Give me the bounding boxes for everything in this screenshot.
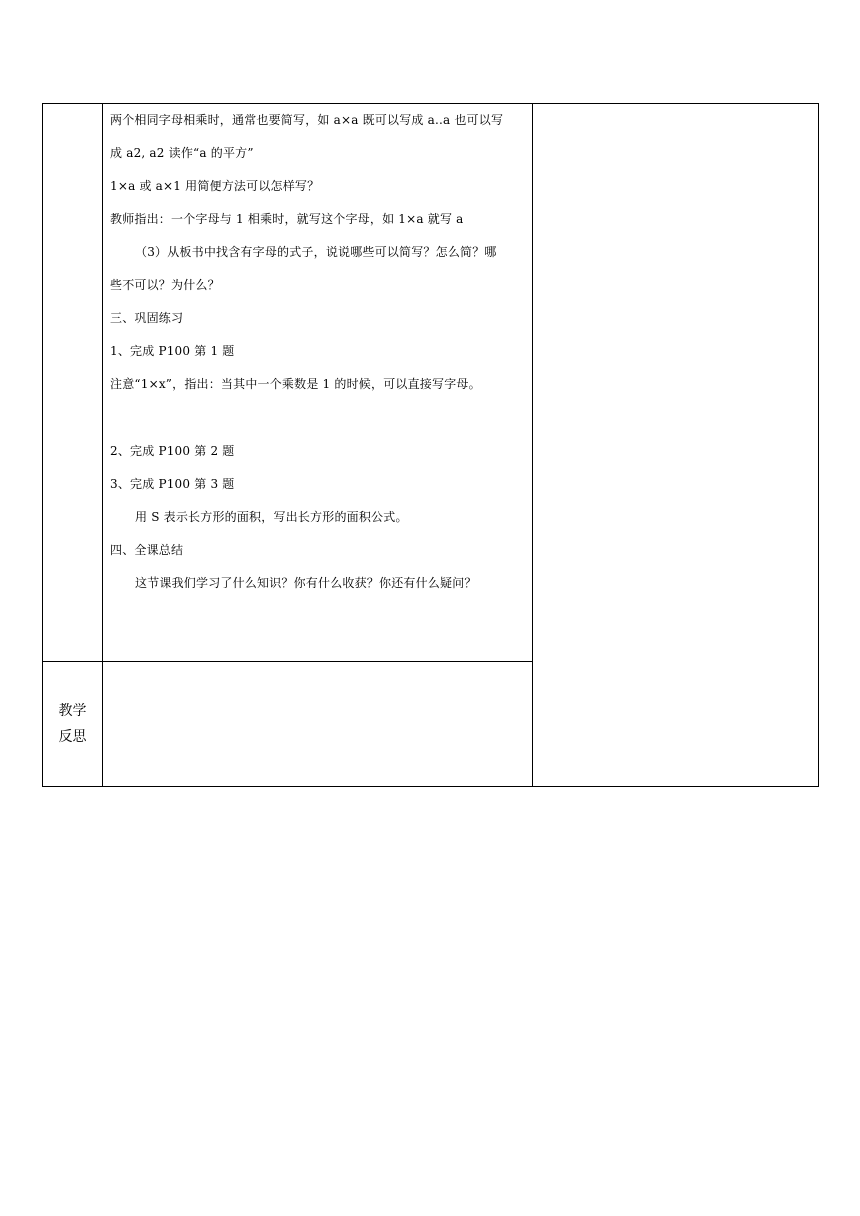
text-line: 些不可以？为什么？ [110, 278, 220, 292]
text-line: 2、完成 P100 第 2 题 [110, 444, 235, 458]
text-line: 教师指出：一个字母与 1 相乘时，就写这个字母，如 1×a 就写 a [110, 212, 464, 226]
text-line: 1×a 或 a×1 用简便方法可以怎样写？ [110, 179, 320, 193]
notes-cell [533, 104, 819, 787]
lesson-content-cell [103, 104, 533, 662]
text-line: （3）从板书中找含有字母的式子，说说哪些可以简写？怎么简？哪 [135, 245, 497, 259]
text-line: 1、完成 P100 第 1 题 [110, 344, 235, 358]
section-heading: 四、全课总结 [110, 543, 184, 557]
reflection-label: 反思 [58, 729, 87, 745]
text-line: 两个相同字母相乘时，通常也要简写，如 a×a 既可以写成 a..a 也可以写 [110, 113, 504, 127]
table-row [43, 104, 819, 662]
reflection-label-cell [43, 662, 103, 787]
text-line: 用 S 表示长方形的面积，写出长方形的面积公式。 [135, 510, 408, 524]
text-line: 这节课我们学习了什么知识？你有什么收获？你还有什么疑问？ [135, 576, 477, 590]
reflection-content-cell [103, 662, 533, 787]
lesson-plan-table [42, 103, 819, 787]
text-line: 注意“1×x”，指出：当其中一个乘数是 1 的时候，可以直接写字母。 [110, 377, 481, 391]
section-heading: 三、巩固练习 [110, 311, 184, 325]
reflection-label: 教学 [58, 703, 87, 719]
label-cell-empty [43, 104, 103, 662]
text-line: 3、完成 P100 第 3 题 [110, 477, 235, 491]
text-line: 成 a2, a2 读作“a 的平方” [110, 146, 254, 160]
